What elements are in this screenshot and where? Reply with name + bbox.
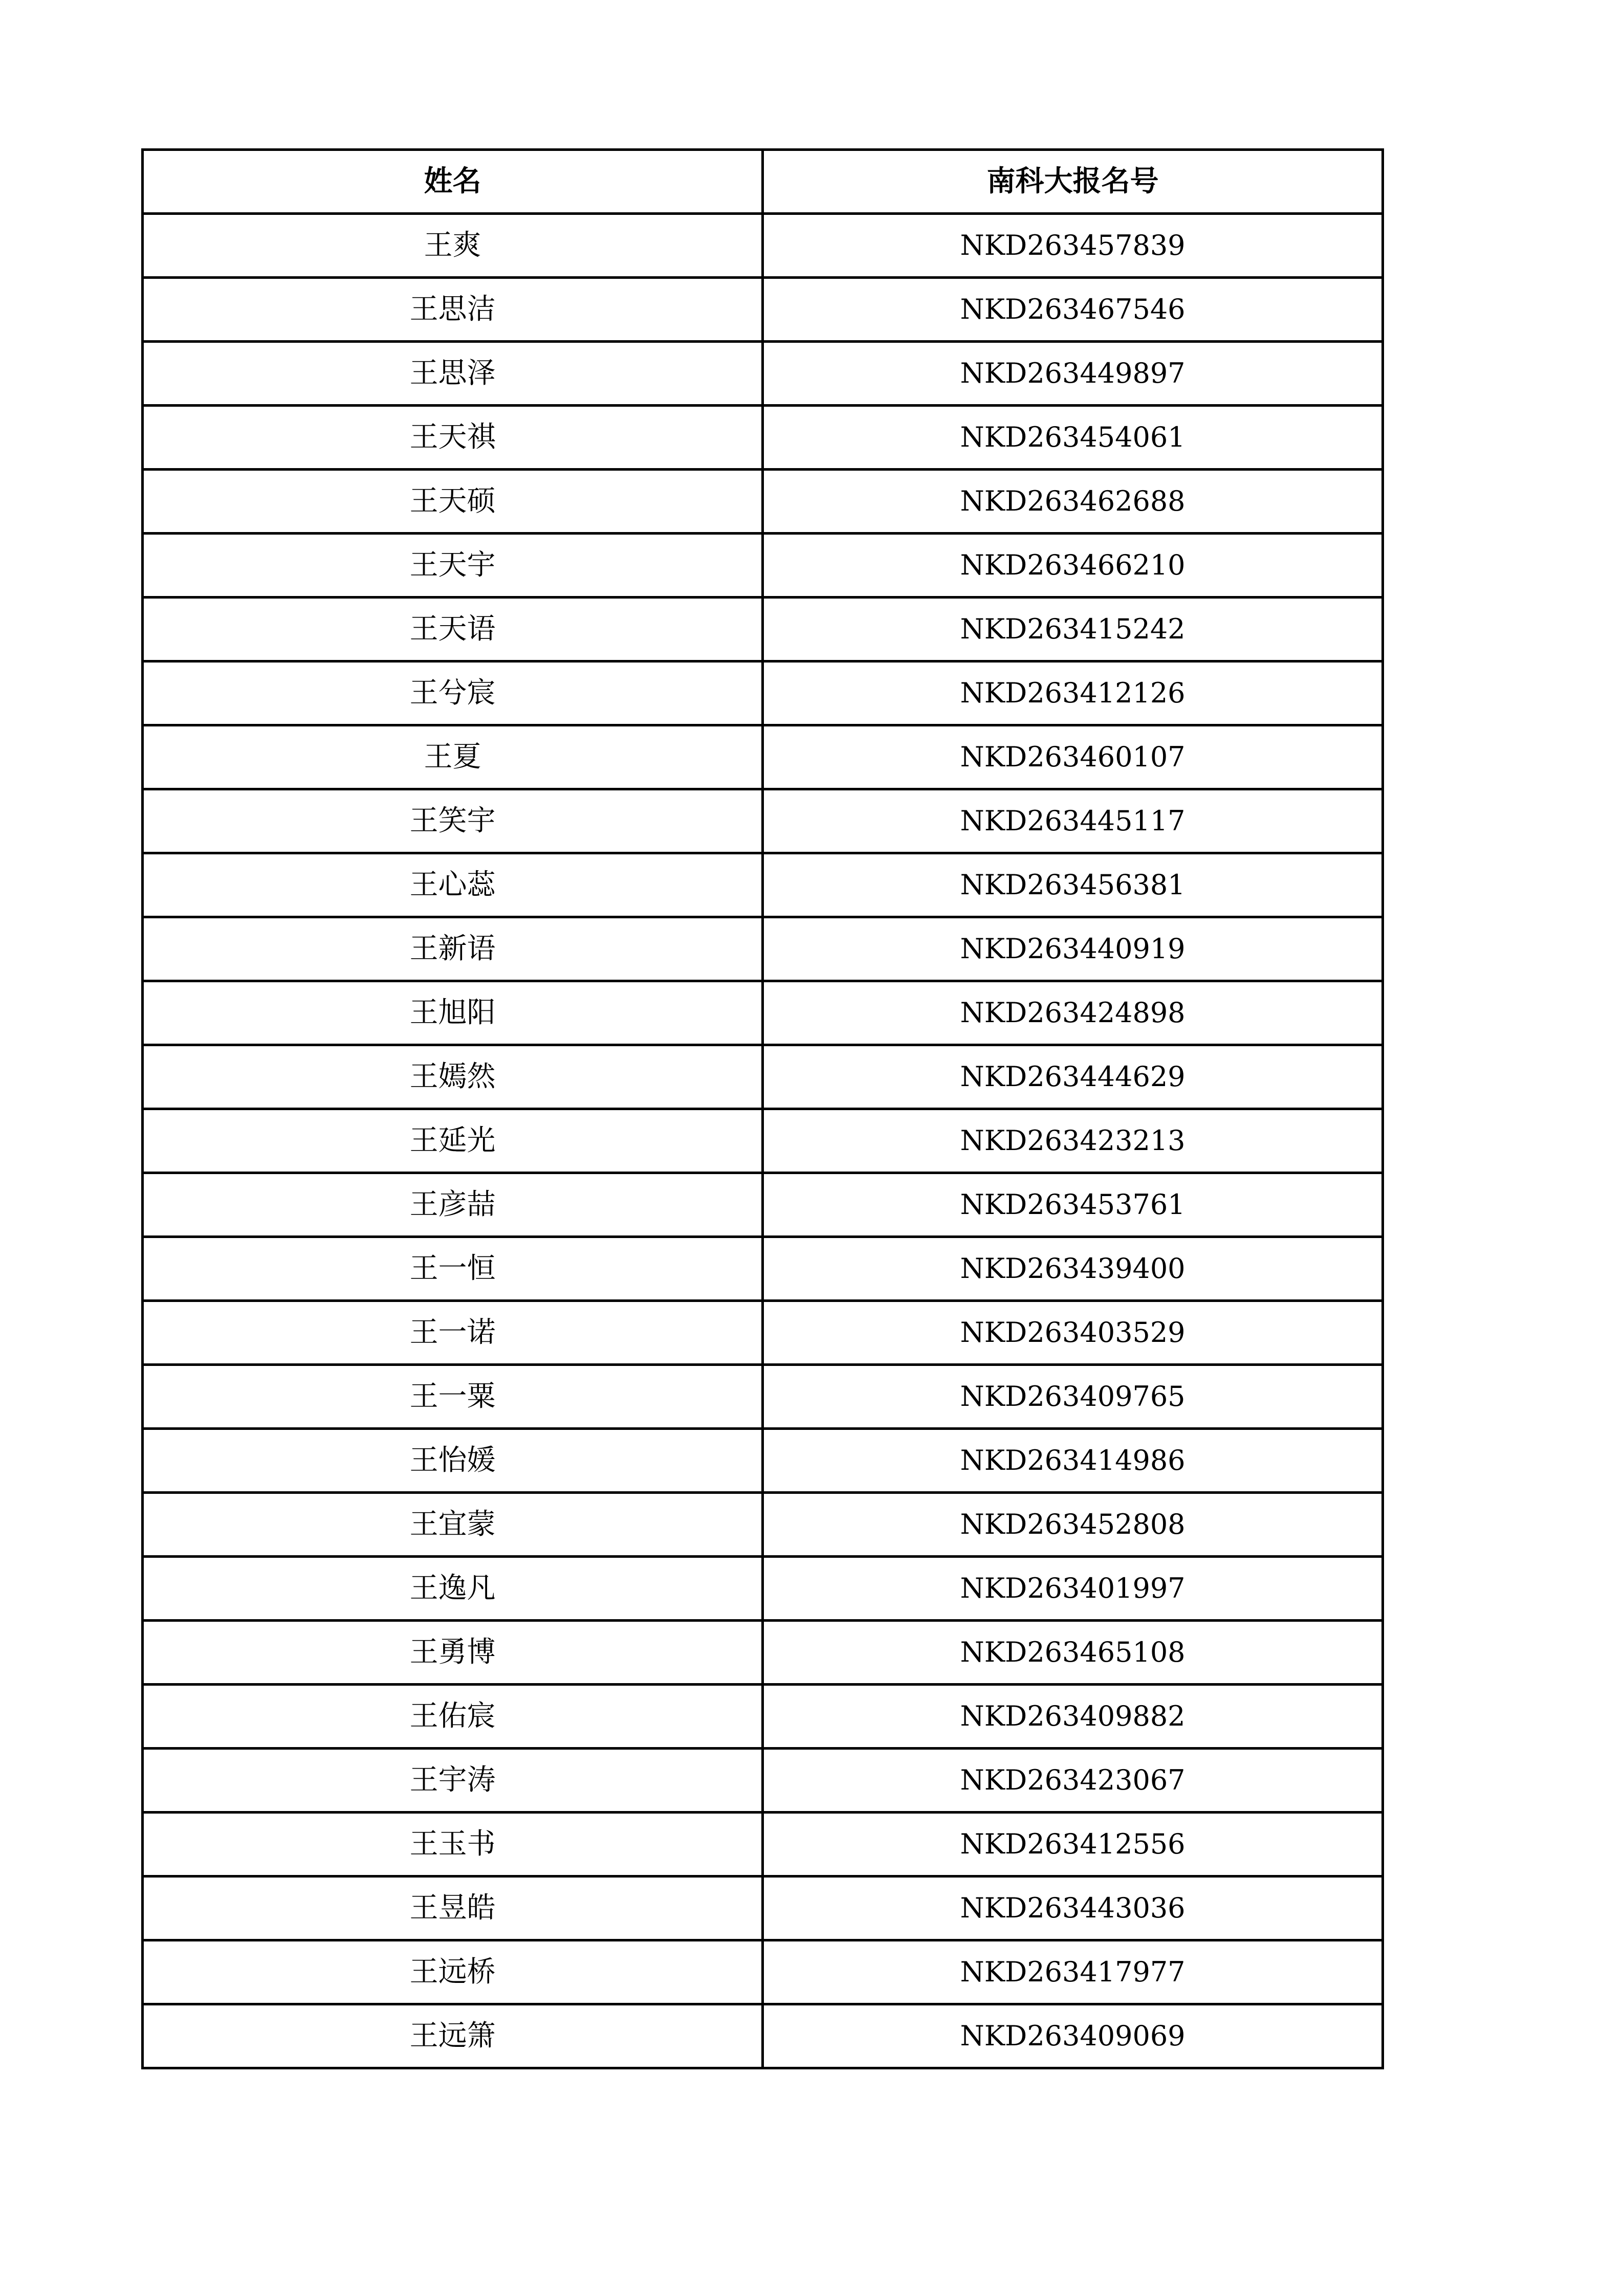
table-row [143, 1876, 1383, 1940]
table-row [143, 1045, 1383, 1109]
cell-name: 王天硕 [143, 470, 763, 534]
cell-registration-no: NKD263412126 [763, 661, 1383, 725]
cell-name: 王一诺 [143, 1301, 763, 1365]
cell-name: 王昱皓 [143, 1876, 763, 1940]
table-row [143, 1557, 1383, 1621]
cell-registration-no: NKD263449897 [763, 342, 1383, 406]
table-row [143, 342, 1383, 406]
header-registration-no: 南科大报名号 [763, 150, 1383, 214]
cell-name: 王延光 [143, 1109, 763, 1173]
cell-registration-no: NKD263409069 [763, 2004, 1383, 2068]
cell-registration-no: NKD263443036 [763, 1876, 1383, 1940]
table-row [143, 470, 1383, 534]
cell-name: 王彦喆 [143, 1173, 763, 1237]
table-body [143, 214, 1383, 2068]
table-row [143, 1173, 1383, 1237]
cell-registration-no: NKD263445117 [763, 789, 1383, 853]
cell-registration-no: NKD263444629 [763, 1045, 1383, 1109]
cell-name: 王怡媛 [143, 1429, 763, 1493]
table-row [143, 917, 1383, 981]
cell-registration-no: NKD263401997 [763, 1557, 1383, 1621]
cell-name: 王新语 [143, 917, 763, 981]
table-row [143, 853, 1383, 917]
table-row [143, 1301, 1383, 1365]
cell-registration-no: NKD263409765 [763, 1365, 1383, 1429]
table-row [143, 1429, 1383, 1493]
cell-name: 王一粟 [143, 1365, 763, 1429]
cell-name: 王思泽 [143, 342, 763, 406]
cell-registration-no: NKD263460107 [763, 725, 1383, 789]
cell-registration-no: NKD263409882 [763, 1685, 1383, 1749]
cell-registration-no: NKD263440919 [763, 917, 1383, 981]
table-header [143, 150, 1383, 214]
cell-name: 王天祺 [143, 406, 763, 470]
cell-name: 王天宇 [143, 534, 763, 598]
table-row [143, 1813, 1383, 1876]
cell-name: 王宜蒙 [143, 1493, 763, 1557]
cell-registration-no: NKD263456381 [763, 853, 1383, 917]
cell-registration-no: NKD263412556 [763, 1813, 1383, 1876]
cell-registration-no: NKD263439400 [763, 1237, 1383, 1301]
table-row [143, 1940, 1383, 2004]
cell-registration-no: NKD263457839 [763, 214, 1383, 278]
cell-name: 王一恒 [143, 1237, 763, 1301]
table-row [143, 2004, 1383, 2068]
table-row [143, 278, 1383, 342]
table-row [143, 1749, 1383, 1813]
table-row [143, 1493, 1383, 1557]
table-row [143, 214, 1383, 278]
cell-registration-no: NKD263465108 [763, 1621, 1383, 1685]
cell-registration-no: NKD263462688 [763, 470, 1383, 534]
table-row [143, 725, 1383, 789]
cell-registration-no: NKD263403529 [763, 1301, 1383, 1365]
table-row [143, 981, 1383, 1045]
registration-table [141, 148, 1384, 2069]
table-row [143, 1621, 1383, 1685]
cell-name: 王勇博 [143, 1621, 763, 1685]
cell-name: 王佑宸 [143, 1685, 763, 1749]
cell-name: 王兮宸 [143, 661, 763, 725]
cell-name: 王心蕊 [143, 853, 763, 917]
cell-registration-no: NKD263466210 [763, 534, 1383, 598]
cell-registration-no: NKD263467546 [763, 278, 1383, 342]
table-row [143, 534, 1383, 598]
cell-registration-no: NKD263454061 [763, 406, 1383, 470]
cell-registration-no: NKD263423213 [763, 1109, 1383, 1173]
table-row [143, 1365, 1383, 1429]
header-row [143, 150, 1383, 214]
cell-registration-no: NKD263423067 [763, 1749, 1383, 1813]
table-row [143, 789, 1383, 853]
cell-name: 王逸凡 [143, 1557, 763, 1621]
header-name: 姓名 [143, 150, 763, 214]
table-row [143, 1685, 1383, 1749]
cell-registration-no: NKD263417977 [763, 1940, 1383, 2004]
cell-name: 王思洁 [143, 278, 763, 342]
table-row [143, 598, 1383, 661]
cell-name: 王天语 [143, 598, 763, 661]
cell-name: 王远桥 [143, 1940, 763, 2004]
cell-name: 王远箫 [143, 2004, 763, 2068]
cell-registration-no: NKD263424898 [763, 981, 1383, 1045]
cell-registration-no: NKD263453761 [763, 1173, 1383, 1237]
cell-name: 王爽 [143, 214, 763, 278]
cell-name: 王宇涛 [143, 1749, 763, 1813]
table-row [143, 1237, 1383, 1301]
cell-name: 王玉书 [143, 1813, 763, 1876]
table-row [143, 661, 1383, 725]
cell-name: 王旭阳 [143, 981, 763, 1045]
cell-name: 王笑宇 [143, 789, 763, 853]
cell-registration-no: NKD263415242 [763, 598, 1383, 661]
table-row [143, 1109, 1383, 1173]
table-row [143, 406, 1383, 470]
cell-registration-no: NKD263414986 [763, 1429, 1383, 1493]
cell-name: 王夏 [143, 725, 763, 789]
cell-name: 王嫣然 [143, 1045, 763, 1109]
cell-registration-no: NKD263452808 [763, 1493, 1383, 1557]
